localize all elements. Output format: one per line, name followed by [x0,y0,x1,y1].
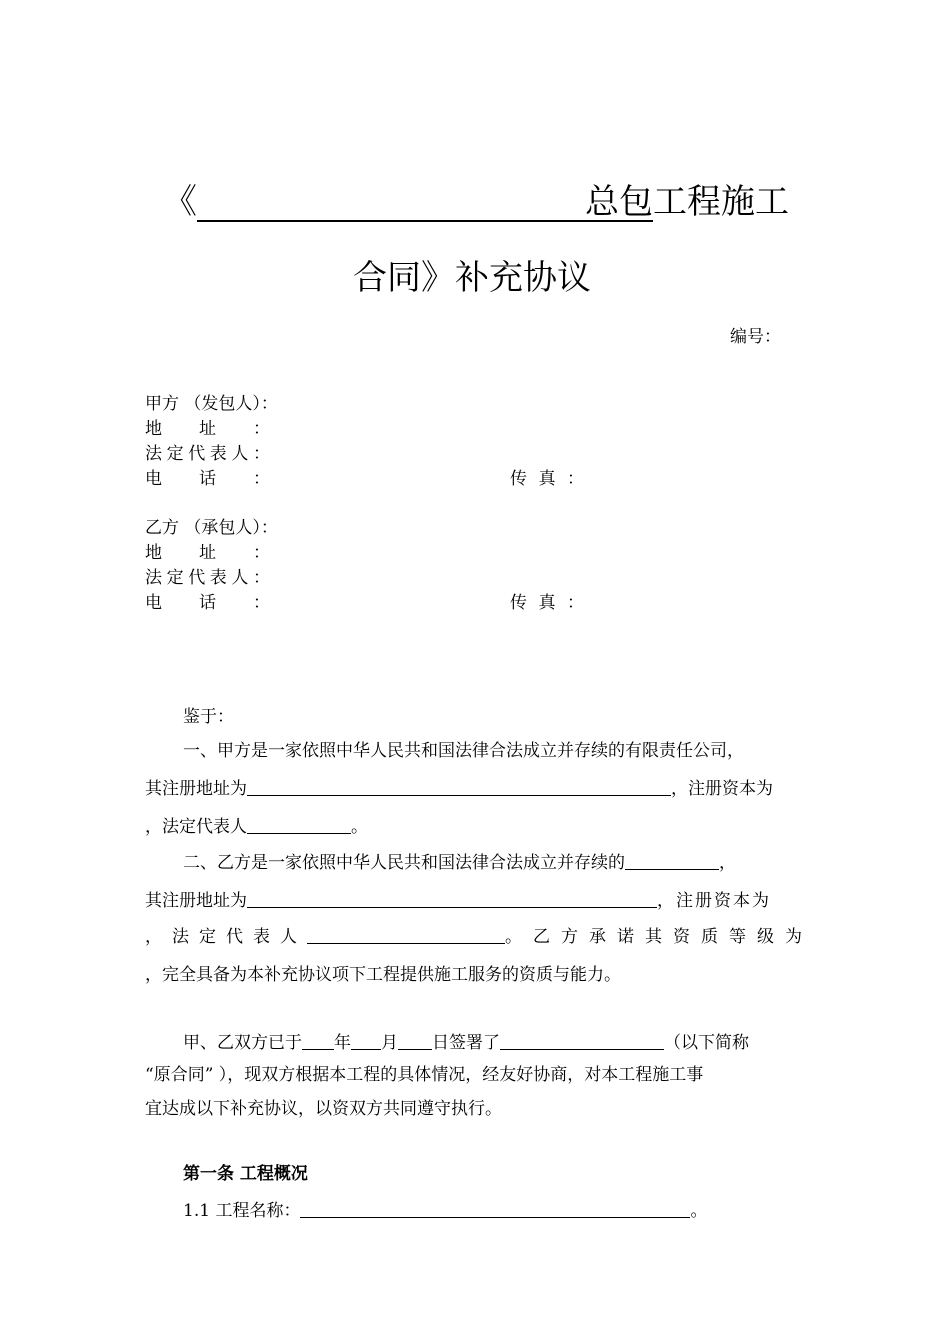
party-a-name-label: 甲方 （发包人）： [145,394,278,414]
document-number-label: 编号： [730,327,781,347]
blank-a-address[interactable] [247,777,671,796]
blank-b-address[interactable] [247,889,657,908]
party-b-fax-label: 传真： [510,593,584,613]
para3-line1: 甲、乙双方已于 年 月 日签署了 （以下简称 [183,1033,749,1053]
clause1-line3: ，法定代表人 。 [145,817,368,837]
party-b-rep-label: 法定代表人： [145,568,270,588]
blank-year[interactable] [302,1031,334,1050]
party-b-phone-label: 电话： [145,593,270,613]
blank-month[interactable] [351,1031,381,1050]
clause2-line4: ，完全具备为本补充协议项下工程提供施工服务的资质与能力。 [145,965,621,985]
blank-b-rep[interactable] [307,925,505,944]
party-b-address-label: 地址： [145,543,270,563]
party-b-name-label: 乙方 （承包人）： [145,518,278,538]
clause2-line1: 二、乙方是一家依照中华人民共和国法律合法成立并存续的 ， [183,853,736,873]
blank-original-contract[interactable] [500,1031,664,1050]
party-a-block [145,392,584,492]
para3-line3: 宜达成以下补充协议，以资双方共同遵守执行。 [145,1099,502,1119]
blank-day[interactable] [398,1031,432,1050]
clause1-line2: 其注册地址为 ，注册资本为 [145,779,773,799]
blank-a-rep[interactable] [247,815,351,834]
title-line-2: 合同》补充协议 [353,258,591,298]
title-line-1 [163,182,789,222]
blank-b-company-type[interactable] [625,851,719,870]
party-a-rep-label: 法定代表人： [145,444,270,464]
title-line1-rest: 工程施工 [653,182,789,222]
party-b-block [145,516,584,616]
article1-item1: 1.1 工程名称： 。 [183,1201,708,1221]
party-a-fax-label: 传真： [510,469,584,489]
para3-line2: “原合同” ），现双方根据本工程的具体情况，经友好协商，对本工程施工事 [145,1065,704,1085]
title-underlined: 总包 [197,184,653,222]
title-open-bracket: 《 [163,182,197,222]
clause2-line3: ，法定代表人 。乙方承诺其资质等级为 [145,927,813,947]
party-a-phone-label: 电话： [145,469,270,489]
article1-heading: 第一条 工程概况 [183,1164,308,1184]
blank-project-name[interactable] [300,1199,690,1218]
clause1-line1: 一、甲方是一家依照中华人民共和国法律合法成立并存续的有限责任公司， [183,741,744,761]
clause2-line2: 其注册地址为 ，注册资本为 [145,891,771,911]
recitals-whereas: 鉴于： [183,707,234,727]
party-a-address-label: 地址： [145,419,270,439]
